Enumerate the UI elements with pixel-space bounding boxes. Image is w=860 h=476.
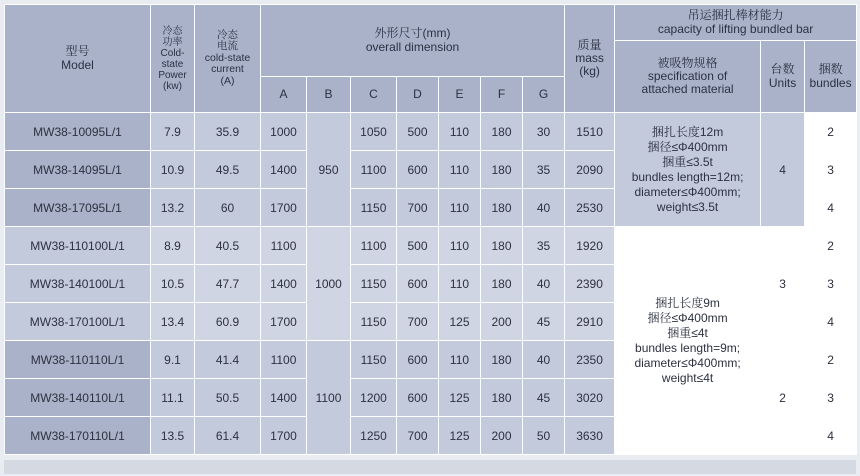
bundles-cell: 4 (805, 417, 857, 455)
dim-f-cell: 180 (481, 151, 523, 189)
current-cell: 60 (195, 189, 261, 227)
dim-a-cell: 1700 (261, 189, 307, 227)
header-dim-a: A (261, 77, 307, 113)
dim-c-cell: 1150 (351, 341, 397, 379)
dim-c-cell: 1150 (351, 265, 397, 303)
header-dim-c: C (351, 77, 397, 113)
mass-cell: 2390 (565, 265, 615, 303)
bundles-cell: 4 (805, 303, 857, 341)
model-cell: MW38-14095L/1 (5, 151, 151, 189)
table-row (5, 113, 857, 151)
specification-table (4, 4, 857, 455)
dim-e-cell: 110 (439, 189, 481, 227)
bottom-strip (4, 460, 856, 474)
dim-d-cell: 700 (397, 417, 439, 455)
dim-e-cell: 110 (439, 341, 481, 379)
dim-f-cell: 200 (481, 303, 523, 341)
header-mass: 质量 mass (kg) (565, 5, 615, 113)
dim-g-cell: 45 (523, 379, 565, 417)
dim-g-cell: 40 (523, 265, 565, 303)
dim-d-cell: 600 (397, 265, 439, 303)
header-capacity: 吊运捆扎棒材能力 capacity of lifting bundled bar (615, 5, 857, 41)
header-spec-material: 被吸物规格 specification of attached material (615, 41, 761, 113)
mass-cell: 2910 (565, 303, 615, 341)
units-cell: 2 (761, 341, 805, 455)
dim-c-cell: 1250 (351, 417, 397, 455)
dim-a-cell: 1400 (261, 379, 307, 417)
power-cell: 9.1 (151, 341, 195, 379)
mass-cell: 2090 (565, 151, 615, 189)
mass-cell: 1920 (565, 227, 615, 265)
current-cell: 47.7 (195, 265, 261, 303)
header-units: 台数 Units (761, 41, 805, 113)
dim-a-cell: 1000 (261, 113, 307, 151)
dim-g-cell: 50 (523, 417, 565, 455)
dim-e-cell: 110 (439, 227, 481, 265)
dim-d-cell: 600 (397, 341, 439, 379)
table-row (5, 227, 857, 265)
dim-g-cell: 40 (523, 341, 565, 379)
dim-a-cell: 1700 (261, 417, 307, 455)
power-cell: 13.5 (151, 417, 195, 455)
dim-e-cell: 125 (439, 417, 481, 455)
model-cell: MW38-17095L/1 (5, 189, 151, 227)
header-model: 型号 Model (5, 5, 151, 113)
dim-f-cell: 180 (481, 265, 523, 303)
dim-f-cell: 180 (481, 379, 523, 417)
dim-d-cell: 600 (397, 151, 439, 189)
dim-c-cell: 1150 (351, 303, 397, 341)
dim-f-cell: 180 (481, 189, 523, 227)
mass-cell: 1510 (565, 113, 615, 151)
dim-c-cell: 1100 (351, 227, 397, 265)
model-cell: MW38-170110L/1 (5, 417, 151, 455)
model-cell: MW38-110100L/1 (5, 227, 151, 265)
dim-f-cell: 180 (481, 341, 523, 379)
dim-g-cell: 35 (523, 227, 565, 265)
header-current: 冷态 电流 cold-state current (A) (195, 5, 261, 113)
model-cell: MW38-110110L/1 (5, 341, 151, 379)
dim-c-cell: 1200 (351, 379, 397, 417)
units-cell: 3 (761, 227, 805, 341)
dim-e-cell: 110 (439, 113, 481, 151)
dim-d-cell: 700 (397, 303, 439, 341)
mass-cell: 3020 (565, 379, 615, 417)
dim-a-cell: 1400 (261, 265, 307, 303)
power-cell: 13.2 (151, 189, 195, 227)
header-dim-e: E (439, 77, 481, 113)
units-cell: 4 (761, 113, 805, 227)
header-dim-g: G (523, 77, 565, 113)
header-row-1 (5, 5, 857, 41)
bundles-cell: 3 (805, 265, 857, 303)
header-dim-d: D (397, 77, 439, 113)
model-cell: MW38-140100L/1 (5, 265, 151, 303)
bundles-cell: 3 (805, 379, 857, 417)
bundles-cell: 2 (805, 227, 857, 265)
dim-g-cell: 45 (523, 303, 565, 341)
dim-d-cell: 700 (397, 189, 439, 227)
dim-d-cell: 500 (397, 227, 439, 265)
mass-cell: 2530 (565, 189, 615, 227)
model-cell: MW38-140110L/1 (5, 379, 151, 417)
dim-d-cell: 600 (397, 379, 439, 417)
dim-a-cell: 1100 (261, 341, 307, 379)
dim-a-cell: 1400 (261, 151, 307, 189)
header-dimension: 外形尺寸(mm) overall dimension (261, 5, 565, 77)
current-cell: 40.5 (195, 227, 261, 265)
mass-cell: 3630 (565, 417, 615, 455)
bundles-cell: 2 (805, 113, 857, 151)
dim-b-cell: 1100 (307, 341, 351, 455)
dim-b-cell: 1000 (307, 227, 351, 341)
current-cell: 49.5 (195, 151, 261, 189)
dim-e-cell: 125 (439, 379, 481, 417)
spec-material-cell: 捆扎长度12m 捆径≤Φ400mm 捆重≤3.5t bundles length=12m; diameter≤Φ400mm; weight≤3.5t (615, 113, 761, 227)
dim-c-cell: 1150 (351, 189, 397, 227)
dim-e-cell: 125 (439, 303, 481, 341)
dim-a-cell: 1100 (261, 227, 307, 265)
dim-c-cell: 1100 (351, 151, 397, 189)
bundles-cell: 4 (805, 189, 857, 227)
current-cell: 35.9 (195, 113, 261, 151)
bundles-cell: 3 (805, 151, 857, 189)
dim-f-cell: 180 (481, 113, 523, 151)
current-cell: 61.4 (195, 417, 261, 455)
model-cell: MW38-170100L/1 (5, 303, 151, 341)
bundles-cell: 2 (805, 341, 857, 379)
power-cell: 10.9 (151, 151, 195, 189)
spec-material-cell: 捆扎长度9m 捆径≤Φ400mm 捆重≤4t bundles length=9m; diameter≤Φ400mm; weight≤4t (615, 227, 761, 455)
dim-e-cell: 110 (439, 265, 481, 303)
header-dim-f: F (481, 77, 523, 113)
dim-d-cell: 500 (397, 113, 439, 151)
power-cell: 7.9 (151, 113, 195, 151)
power-cell: 13.4 (151, 303, 195, 341)
current-cell: 41.4 (195, 341, 261, 379)
header-dim-b: B (307, 77, 351, 113)
power-cell: 8.9 (151, 227, 195, 265)
dim-f-cell: 180 (481, 227, 523, 265)
dim-g-cell: 40 (523, 189, 565, 227)
dim-f-cell: 200 (481, 417, 523, 455)
mass-cell: 2350 (565, 341, 615, 379)
model-cell: MW38-10095L/1 (5, 113, 151, 151)
dim-a-cell: 1700 (261, 303, 307, 341)
dim-g-cell: 30 (523, 113, 565, 151)
dim-b-cell: 950 (307, 113, 351, 227)
power-cell: 10.5 (151, 265, 195, 303)
header-power: 冷态 功率 Cold- state Power (kw) (151, 5, 195, 113)
power-cell: 11.1 (151, 379, 195, 417)
dim-e-cell: 110 (439, 151, 481, 189)
header-bundles: 捆数 bundles (805, 41, 857, 113)
current-cell: 60.9 (195, 303, 261, 341)
dim-c-cell: 1050 (351, 113, 397, 151)
dim-g-cell: 35 (523, 151, 565, 189)
current-cell: 50.5 (195, 379, 261, 417)
